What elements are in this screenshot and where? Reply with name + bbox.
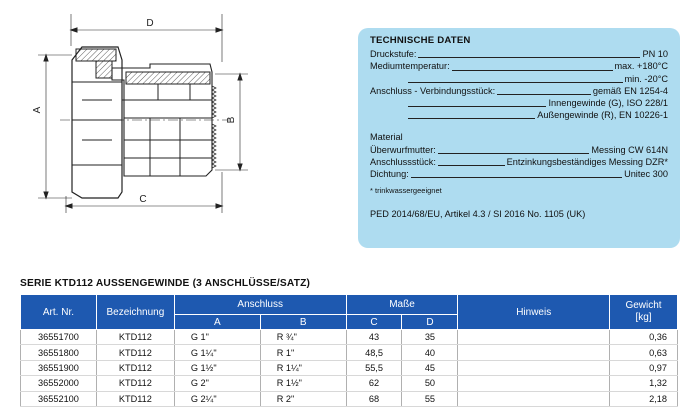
header-art-nr: Art. Nr.	[21, 295, 97, 330]
material-title: Material	[370, 132, 403, 143]
material-label: Dichtung:	[370, 168, 409, 179]
tech-value: Innengewinde (G), ISO 228/1	[548, 97, 668, 108]
material-label: Überwurfmutter:	[370, 144, 436, 155]
cell-gewicht: 0,63	[610, 345, 678, 360]
tech-row-outer-thread	[370, 109, 668, 121]
tech-value: PN 10	[642, 49, 668, 60]
leader-line	[418, 57, 640, 58]
cell-gewicht: 2,18	[610, 391, 678, 406]
tech-value: min. -20°C	[624, 73, 668, 84]
technical-data-panel	[358, 28, 680, 248]
material-row-seal	[370, 168, 668, 180]
cell-a: G 1½"	[174, 360, 260, 375]
cell-gewicht: 1,32	[610, 376, 678, 391]
dim-label-d: D	[146, 18, 154, 29]
cell-art-nr: 36552000	[21, 376, 97, 391]
table-row	[21, 376, 678, 391]
dim-label-c: C	[139, 194, 147, 205]
cell-c: 43	[346, 330, 402, 345]
cell-d: 45	[402, 360, 458, 375]
cell-hinweis	[458, 360, 610, 375]
cell-d: 50	[402, 376, 458, 391]
tech-label: Druckstufe:	[370, 49, 417, 60]
header-d: D	[402, 315, 458, 330]
cell-bezeichnung: KTD112	[96, 330, 174, 345]
spec-table	[20, 294, 678, 407]
tech-value: Außengewinde (R), EN 10226-1	[537, 110, 668, 121]
cell-b: R 1½"	[260, 376, 346, 391]
cell-gewicht: 0,36	[610, 330, 678, 345]
leader-line	[408, 106, 546, 107]
cell-art-nr: 36551900	[21, 360, 97, 375]
material-value: Entzinkungsbeständiges Messing DZR*	[506, 156, 668, 167]
table-row	[21, 330, 678, 345]
cell-a: G 2"	[174, 376, 260, 391]
table-row	[21, 345, 678, 360]
cell-a: G 1"	[174, 330, 260, 345]
cell-d: 35	[402, 330, 458, 345]
header-anschluss: Anschluss	[174, 295, 346, 315]
cell-gewicht: 0,97	[610, 360, 678, 375]
leader-line	[452, 70, 613, 71]
cell-b: R 1"	[260, 345, 346, 360]
tech-label: Anschluss - Verbindungsstück:	[370, 85, 496, 96]
cell-hinweis	[458, 391, 610, 406]
tech-row-temp-min	[370, 73, 668, 85]
cell-hinweis	[458, 376, 610, 391]
material-row-tail	[370, 156, 668, 168]
cell-c: 68	[346, 391, 402, 406]
cell-c: 62	[346, 376, 402, 391]
drinking-water-note: * trinkwassergeeignet	[370, 186, 442, 196]
material-label: Anschlussstück:	[370, 156, 436, 167]
material-value: Unitec 300	[624, 168, 668, 179]
series-title: SERIE KTD112 AUSSENGEWINDE (3 ANSCHLÜSSE/SATZ)	[20, 278, 311, 289]
material-value: Messing CW 614N	[591, 144, 668, 155]
cell-c: 48,5	[346, 345, 402, 360]
cell-c: 55,5	[346, 360, 402, 375]
cell-hinweis	[458, 345, 610, 360]
table-row	[21, 391, 678, 406]
cell-bezeichnung: KTD112	[96, 345, 174, 360]
header-c: C	[346, 315, 402, 330]
dim-label-b: B	[226, 116, 237, 124]
cell-art-nr: 36551700	[21, 330, 97, 345]
tech-row-connection	[370, 85, 668, 97]
cell-b: R ¾"	[260, 330, 346, 345]
cell-art-nr: 36551800	[21, 345, 97, 360]
cell-bezeichnung: KTD112	[96, 391, 174, 406]
tech-title: TECHNISCHE DATEN	[370, 35, 471, 46]
tech-label: Mediumtemperatur:	[370, 61, 450, 72]
leader-line	[438, 165, 505, 166]
cell-hinweis	[458, 330, 610, 345]
tech-row-inner-thread	[370, 97, 668, 109]
dim-label-a: A	[32, 106, 43, 114]
header-hinweis: Hinweis	[458, 295, 610, 330]
leader-line	[497, 94, 591, 95]
leader-line	[411, 177, 622, 178]
tech-value: max. +180°C	[614, 61, 668, 72]
cell-bezeichnung: KTD112	[96, 360, 174, 375]
header-b: B	[260, 315, 346, 330]
leader-line	[408, 82, 623, 83]
ped-directive: PED 2014/68/EU, Artikel 4.3 / SI 2016 No. 1105 (UK)	[370, 209, 586, 220]
table-row	[21, 360, 678, 375]
tech-value: gemäß EN 1254-4	[592, 85, 668, 96]
tech-row-pressure	[370, 48, 668, 60]
technical-drawing	[0, 0, 350, 262]
header-gewicht	[610, 295, 678, 330]
cell-a: G 1¼"	[174, 345, 260, 360]
cell-b: R 1¼"	[260, 360, 346, 375]
header-gewicht-label: Gewicht	[625, 300, 662, 311]
cell-b: R 2"	[260, 391, 346, 406]
cell-d: 40	[402, 345, 458, 360]
cell-a: G 2¼"	[174, 391, 260, 406]
material-row-nut	[370, 144, 668, 156]
tech-row-temp-max	[370, 60, 668, 72]
cell-d: 55	[402, 391, 458, 406]
leader-line	[438, 153, 590, 154]
cell-bezeichnung: KTD112	[96, 376, 174, 391]
header-masse: Maße	[346, 295, 458, 315]
cell-art-nr: 36552100	[21, 391, 97, 406]
leader-line	[408, 118, 535, 119]
header-bezeichnung: Bezeichnung	[96, 295, 174, 330]
header-gewicht-unit: [kg]	[635, 312, 652, 323]
header-a: A	[174, 315, 260, 330]
